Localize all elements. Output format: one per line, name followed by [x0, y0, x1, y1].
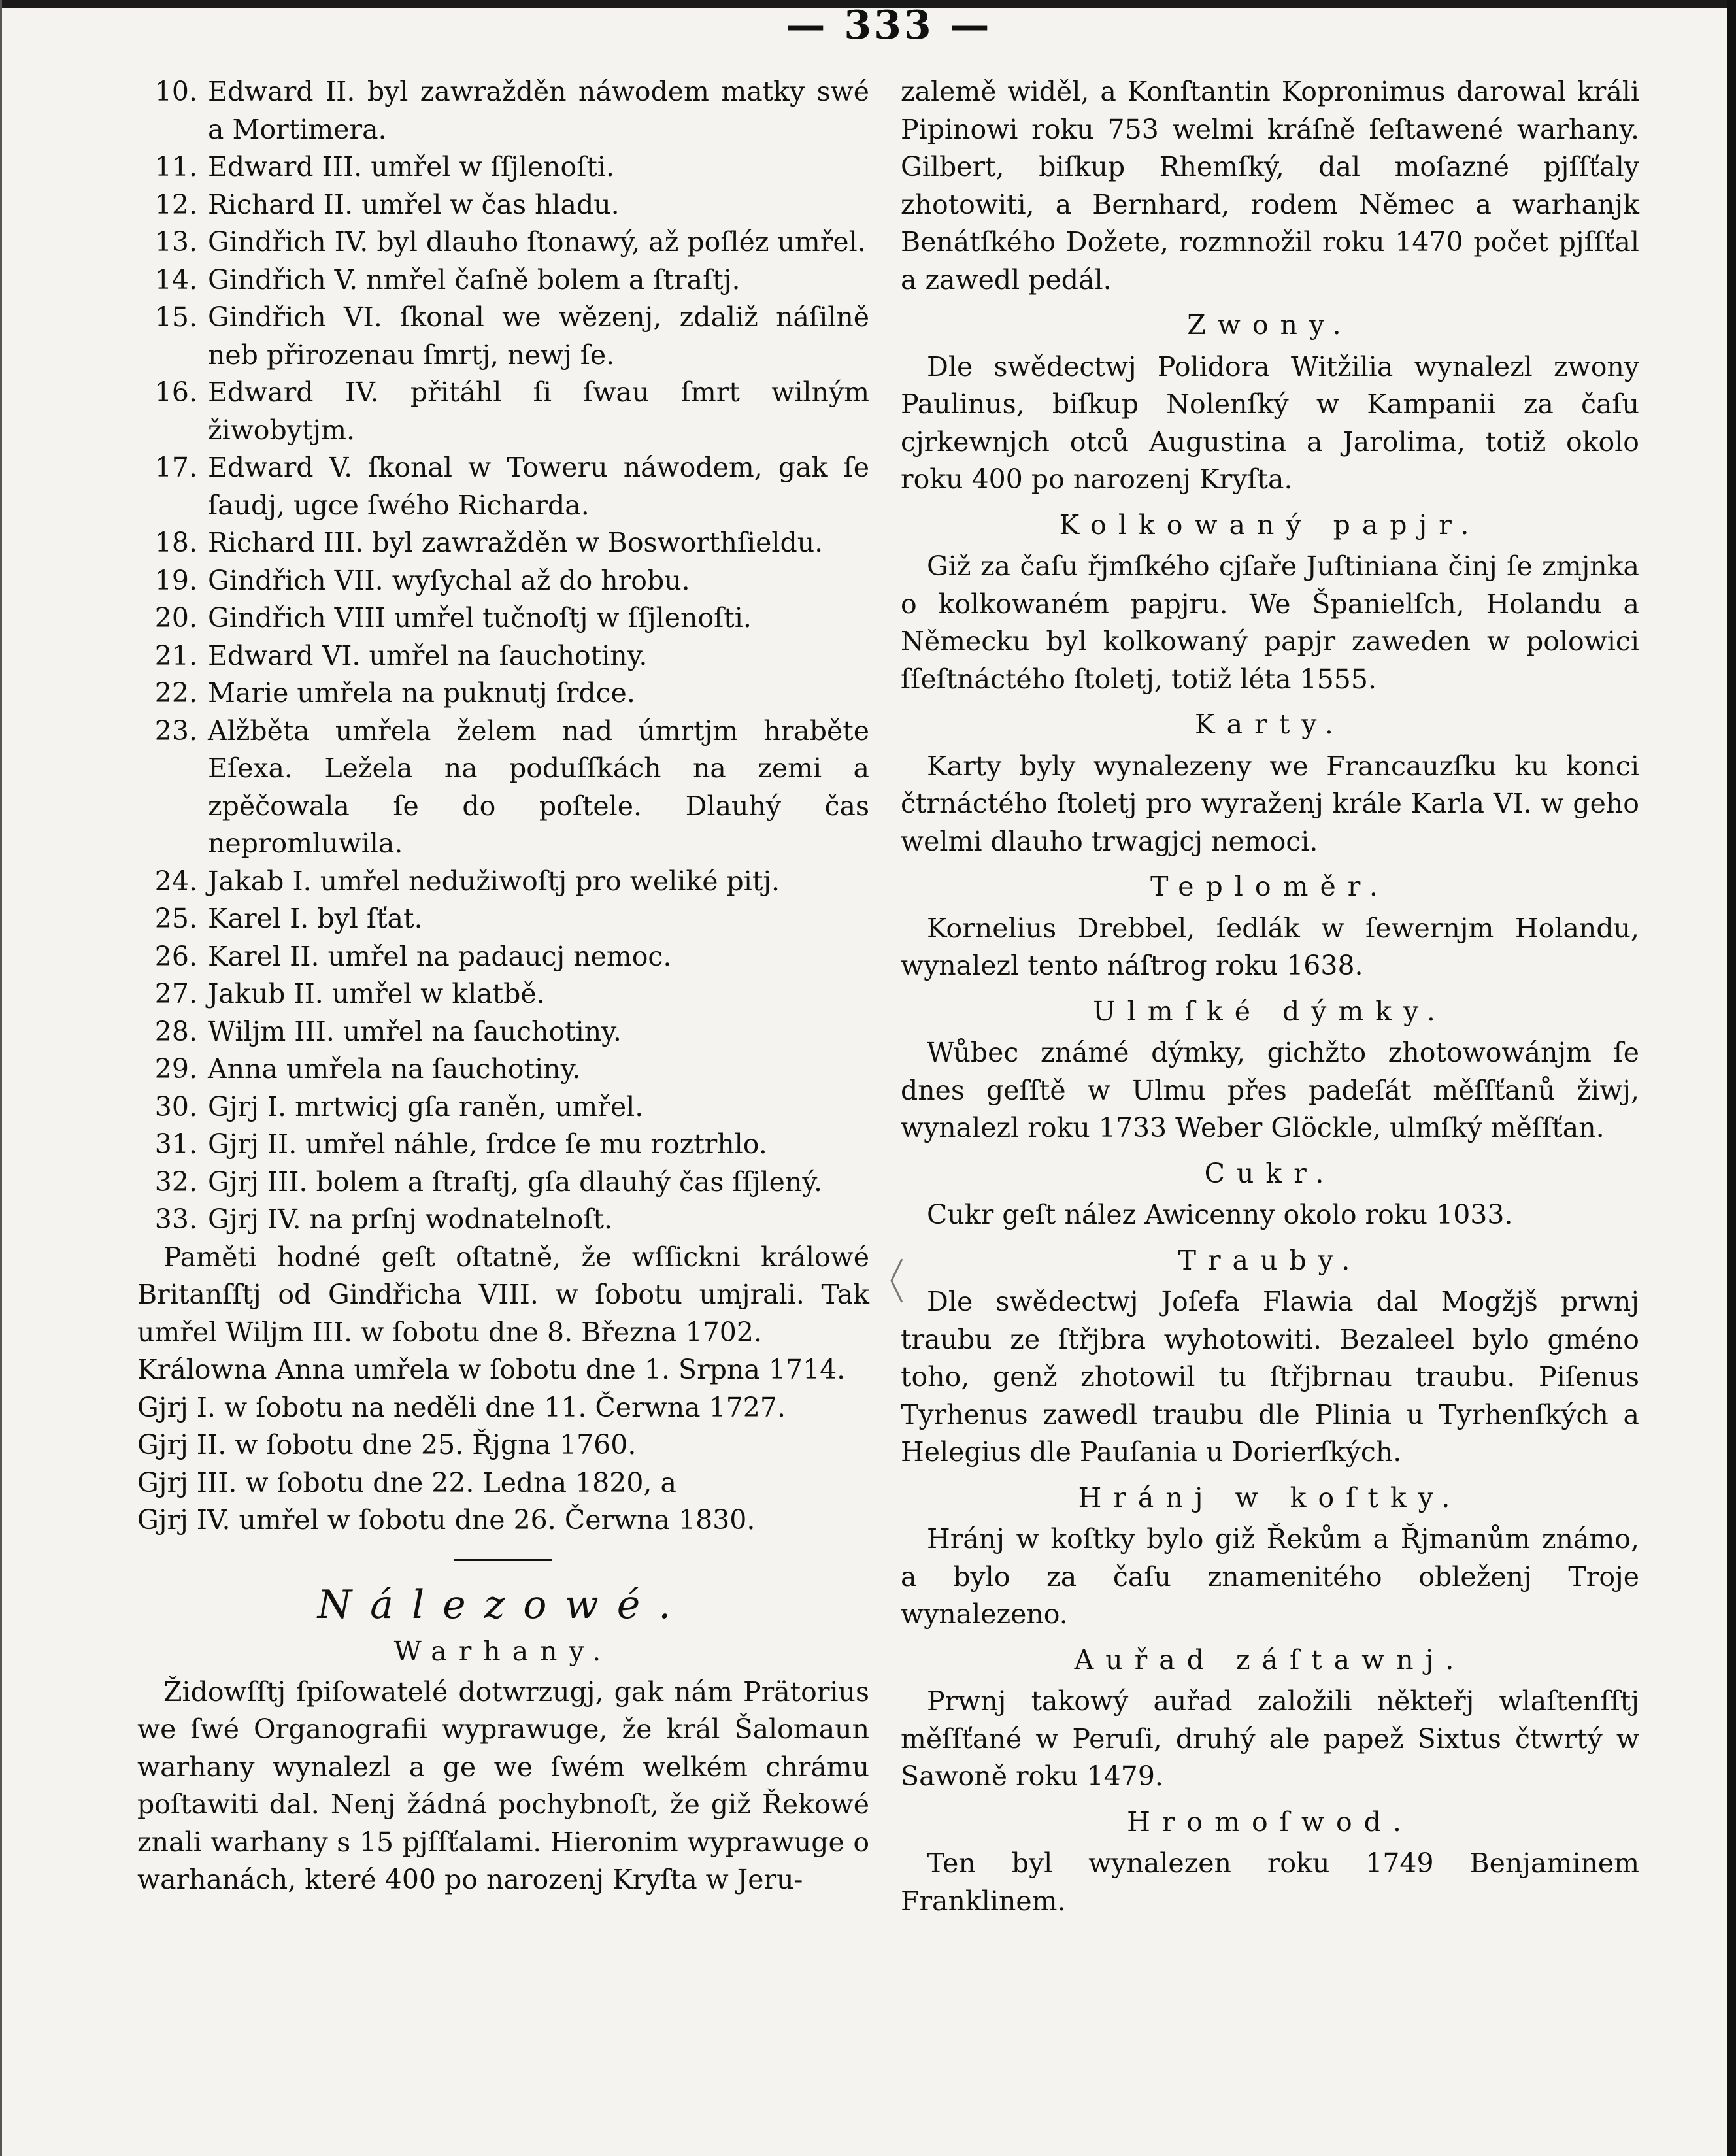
- list-item-text: Gjrj II. umřel náhle, ſrdce ſe mu roztrhlo.: [208, 1128, 767, 1160]
- list-item: [137, 1201, 869, 1239]
- list-item-number: 24.: [154, 865, 197, 897]
- invention-heading: Zwony.: [1187, 309, 1353, 341]
- list-item-number: 25.: [154, 903, 197, 934]
- invention-heading: Teploměr.: [1150, 871, 1390, 902]
- organ-text-part-2: zalemě widěl, a Konſtantin Kopronimus darowal králi Pipinowi roku 753 welmi kráſně ſeſtawené warhany. Gilbert, biſkup Rhemſký, dal moſazné pjſſťaly zhotowiti, a Bernhard, rodem Němec a warhanjk Benátſkého Dožete, rozmnožil roku 1470 počet pjſſťal a zawedl pedál.: [901, 76, 1639, 295]
- list-item-number: 18.: [154, 527, 197, 558]
- date-line: Gjrj IV. umřel w ſobotu dne 26. Čerwna 1830.: [137, 1504, 756, 1536]
- list-item-text: Marie umřela na puknutj ſrdce.: [208, 677, 635, 709]
- list-item-number: 16.: [154, 377, 197, 408]
- list-item-number: 20.: [154, 602, 197, 633]
- list-item-number: 21.: [154, 639, 197, 671]
- list-item: [137, 374, 869, 449]
- date-line: Gjrj III. w ſobotu dne 22. Ledna 1820, a: [137, 1466, 676, 1498]
- list-item-number: 13.: [154, 226, 197, 258]
- list-item-text: Gjrj IV. na prſnj wodnatelnoſt.: [208, 1204, 613, 1235]
- invention-text: Prwnj takowý auřad založili někteřj wlaſtenſſtj měſſťané w Peruſi, druhý ale papež Sixtus čtwrtý w Sawoně roku 1479.: [901, 1685, 1639, 1792]
- list-item-text: Anna umřela na ſauchotiny.: [208, 1053, 581, 1085]
- list-item: [137, 299, 869, 374]
- list-item: [137, 186, 869, 224]
- invention-text: Hránj w koſtky bylo giž Řekům a Řjmanům známo, a bylo za čaſu znamenitého obleženj Troje wynalezeno.: [901, 1523, 1639, 1630]
- invention-text: Dle swědectwj Polidora Witžilia wynalezl zwony Paulinus, biſkup Nolenſký w Kampanii za čaſu cjrkewnjch otců Augustina a Jarolima, totiž okolo roku 400 po narozenj Kryſta.: [901, 350, 1639, 495]
- invention-text: Wůbec známé dýmky, gichžto zhotowowánjm ſe dnes geſſtě w Ulmu přes padeſát měſſťanů žiwj, wynalezl roku 1733 Weber Glöckle, ulmſký měſſťan.: [901, 1037, 1639, 1143]
- organ-heading: Warhany.: [393, 1636, 613, 1667]
- invention-heading: Auřad záſtawnj.: [1074, 1643, 1466, 1676]
- list-item-text: Gjrj III. bolem a ſtraſtj, gſa dlauhý čas ſſjlený.: [208, 1166, 823, 1198]
- invention-heading: Kolkowaný papjr.: [1059, 509, 1481, 541]
- list-item-number: 27.: [154, 978, 197, 1009]
- invention-heading: Trauby.: [1178, 1244, 1362, 1276]
- list-item: [137, 1088, 869, 1126]
- list-item-text: Edward III. umřel w ſſjlenoſti.: [208, 151, 614, 182]
- list-item: [137, 900, 869, 938]
- list-item: [137, 1126, 869, 1164]
- list-item-text: Gindřich VI. ſkonal we wězenj, zdaliž náſilně neb přirozenau ſmrtj, newj ſe.: [208, 301, 869, 371]
- page-number: — 333 —: [786, 3, 992, 48]
- list-item-text: Gindřich V. nmřel čaſně bolem a ſtraſtj.: [208, 263, 741, 295]
- invention-text: Karty byly wynalezeny we Francauzſku ku konci čtrnáctého ſtoletj pro wyraženj krále Karla VI. w geho welmi dlauho trwagjcj nemoci.: [901, 750, 1639, 857]
- list-item: [137, 1013, 869, 1051]
- list-item: [137, 524, 869, 562]
- list-item: [137, 1164, 869, 1202]
- list-item-text: Edward VI. umřel na ſauchotiny.: [208, 639, 648, 671]
- inventions-list: [901, 307, 1639, 1920]
- list-item-number: 30.: [154, 1090, 197, 1122]
- list-item: [137, 637, 869, 675]
- list-item-text: Karel II. umřel na padaucj nemoc.: [208, 940, 672, 972]
- right-column: [901, 73, 1639, 1920]
- list-item-text: Edward V. ſkonal w Toweru náwodem, gak ſe ſaudj, ugce ſwého Richarda.: [208, 452, 869, 521]
- list-item-number: 29.: [154, 1053, 197, 1085]
- invention-heading: Hránj w koſtky.: [1078, 1481, 1462, 1513]
- date-line: Králowna Anna umřela w ſobotu dne 1. Srpna 1714.: [137, 1354, 846, 1385]
- invention-heading: Hromoſwod.: [1127, 1806, 1413, 1838]
- list-item-number: 31.: [154, 1128, 197, 1160]
- list-item-text: Gindřich IV. byl dlauho ſtonawý, až poſléz umřel.: [208, 226, 866, 258]
- list-item: [137, 713, 869, 863]
- deaths-list: [137, 73, 869, 1239]
- left-column: [137, 73, 869, 1899]
- list-item: [137, 148, 869, 186]
- list-item-number: 14.: [154, 263, 197, 295]
- list-item-text: Karel I. byl ſťat.: [208, 903, 423, 934]
- list-item: [137, 975, 869, 1013]
- list-item: [137, 938, 869, 976]
- list-item: [137, 599, 869, 637]
- list-item-number: 15.: [154, 301, 197, 333]
- date-line: Gjrj I. w ſobotu na neděli dne 11. Čerwna 1727.: [137, 1391, 786, 1423]
- list-item-text: Edward II. byl zawražděn náwodem matky swé a Mortimera.: [208, 76, 869, 145]
- list-item-text: Wiljm III. umřel na ſauchotiny.: [208, 1015, 622, 1047]
- list-item-number: 12.: [154, 188, 197, 220]
- list-item-text: Richard II. umřel w čas hladu.: [208, 188, 620, 220]
- list-item: [137, 863, 869, 901]
- list-item-number: 19.: [154, 564, 197, 596]
- list-item-number: 17.: [154, 452, 197, 483]
- list-item-text: Gjrj I. mrtwicj gſa raněn, umřel.: [208, 1090, 644, 1122]
- date-line: Gjrj II. w ſobotu dne 25. Řjgna 1760.: [137, 1429, 637, 1460]
- invention-heading: Karty.: [1195, 709, 1345, 740]
- list-item-number: 26.: [154, 940, 197, 972]
- list-item-number: 10.: [154, 76, 197, 107]
- list-item-text: Jakab I. umřel nedužiwoſtj pro weliké pitj.: [208, 865, 780, 897]
- invention-text: Cukr geſt nález Awicenny okolo roku 1033.: [927, 1199, 1513, 1230]
- invention-heading: Ulmſké dýmky.: [1093, 995, 1447, 1027]
- invention-text: Giž za čaſu řjmſkého cjſaře Juſtiniana činj ſe zmjnka o kolkowaném papjru. We Španielſch, Holandu a Německu byl kolkowaný papjr zaweden w polowici ſſeſtnáctého ſtoletj, totiž léta 1555.: [901, 550, 1639, 695]
- list-item: [137, 675, 869, 713]
- list-item-text: Edward IV. přitáhl ſi ſwau ſmrt wilným žiwobytjm.: [208, 377, 869, 446]
- list-item: [137, 1051, 869, 1088]
- invention-text: Ten byl wynalezen roku 1749 Benjaminem Franklinem.: [901, 1847, 1639, 1917]
- invention-text: Dle swědectwj Joſefa Flawia dal Mogžjš prwnj traubu ze ſtřjbra wyhotowiti. Bezaleel bylo gméno toho, genž zhotowil tu ſtřjbrnau traubu. Piſenus Tyrhenus zawedl traubu dle Plinia u Tyrhenſkých a Helegius dle Pauſania u Dorierſkých.: [901, 1286, 1639, 1468]
- invention-heading: Cukr.: [1204, 1157, 1336, 1189]
- section-title: Nálezowé.: [317, 1581, 690, 1628]
- list-item-text: Jakub II. umřel w klatbě.: [208, 978, 545, 1009]
- list-item: [137, 562, 869, 600]
- list-item: [137, 449, 869, 524]
- list-item-text: Richard III. byl zawražděn w Bosworthſieldu.: [208, 527, 824, 558]
- invention-text: Kornelius Drebbel, ſedlák w ſewernjm Holandu, wynalezl tento náſtrog roku 1638.: [901, 912, 1639, 981]
- margin-bracket-mark: [889, 1258, 905, 1304]
- list-item: [137, 224, 869, 261]
- list-item-number: 23.: [154, 715, 197, 747]
- memorable-intro: Paměti hodné geſt oſtatně, že wſſickni králowé Britanſſtj od Gindřicha VIII. w ſobotu umjrali. Tak umřel Wiljm III. w ſobotu dne 8. Březnа 1702.: [137, 1241, 869, 1348]
- list-item-number: 22.: [154, 677, 197, 709]
- list-item-number: 32.: [154, 1166, 197, 1198]
- list-item: [137, 261, 869, 299]
- list-item-text: Gindřich VIII umřel tučnoſtj w ſſjlenoſti.: [208, 602, 752, 633]
- saturday-dates: [137, 1351, 869, 1540]
- section-separator: [454, 1559, 552, 1564]
- list-item-text: Gindřich VII. wyſychal až do hrobu.: [208, 564, 690, 596]
- scan-edge-right: [1727, 0, 1736, 2156]
- scan-edge-left: [0, 0, 2, 2156]
- list-item-text: Alžběta umřela želem nad úmrtjm hraběte Eſexa. Ležela na poduſſkách na zemi a zpěčowala ſe do poſtele. Dlauhý čas nepromluwila.: [208, 715, 869, 859]
- list-item-number: 33.: [154, 1204, 197, 1235]
- list-item-number: 11.: [154, 151, 197, 182]
- list-item: [137, 73, 869, 148]
- list-item-number: 28.: [154, 1015, 197, 1047]
- organ-text-part-1: Židowſſtj ſpiſowatelé dotwrzugj, gak nám Prätorius we ſwé Organografii wyprawuge, že král Šalomaun warhany wynalezl a ge we ſwém welkém chrámu poſtawiti dal. Nenj žádná pochybnoſt, že giž Řekowé znali warhany s 15 pjſſťalami. Hieronim wyprawuge o warhanách, které 400 po narozenj Kryſta w Jeru-: [137, 1676, 869, 1895]
